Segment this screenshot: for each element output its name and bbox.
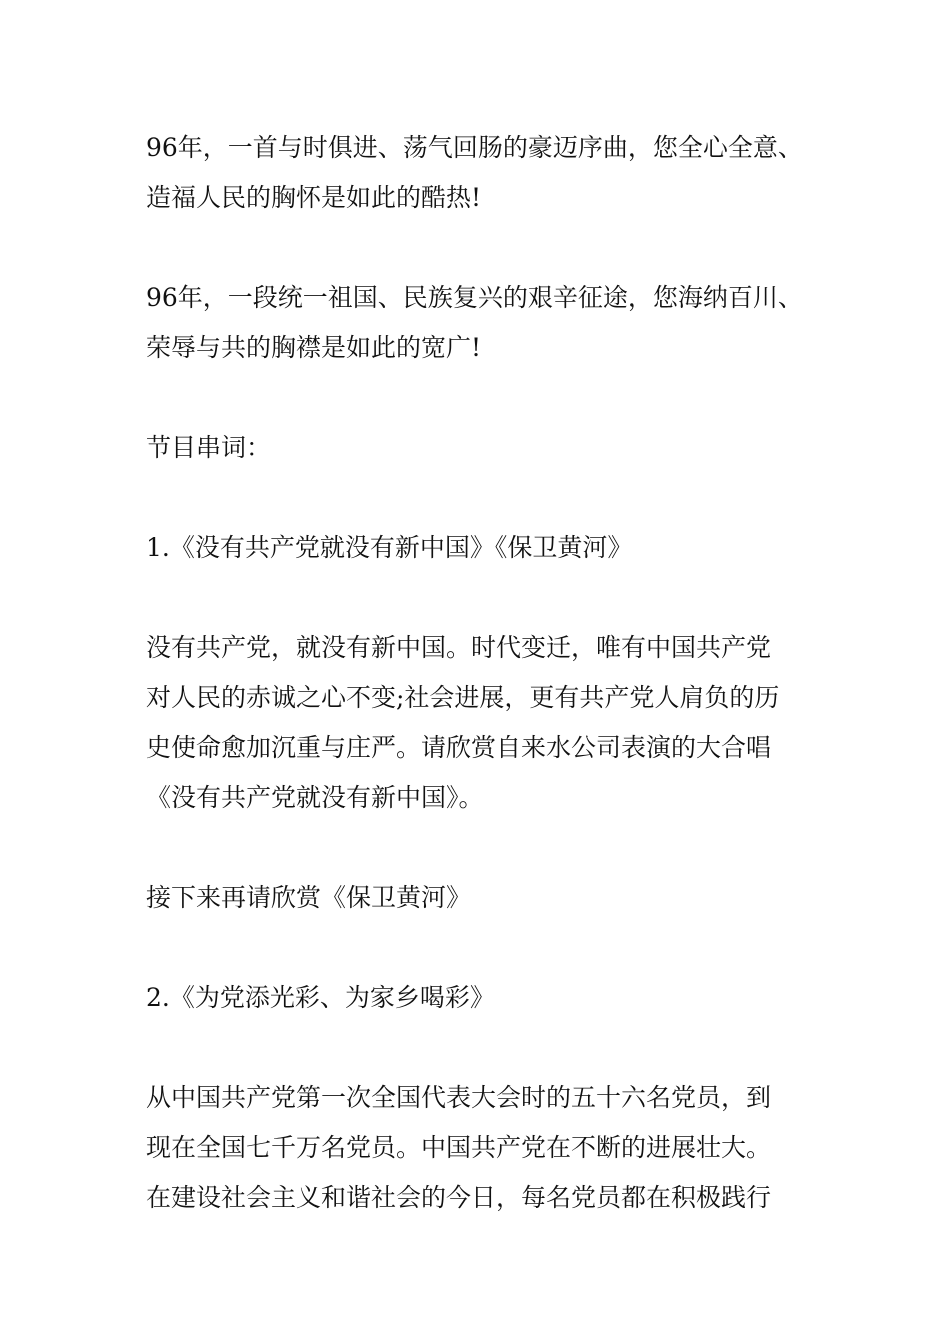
paragraph-1-line-1: 96年，一首与时俱进、荡气回肠的豪迈序曲，您全心全意、: [146, 133, 803, 162]
paragraph-2-line-2: 荣辱与共的胸襟是如此的宽广!: [146, 333, 482, 362]
paragraph-1-line-2: 造福人民的胸怀是如此的酷热!: [146, 183, 482, 212]
paragraph-2-line-1: 96年，一段统一祖国、民族复兴的艰辛征途，您海纳百川、: [146, 283, 803, 312]
paragraph-5-line-3: 在建设社会主义和谐社会的今日，每名党员都在积极践行: [146, 1183, 772, 1212]
paragraph-3-line-3: 史使命愈加沉重与庄严。请欣赏自来水公司表演的大合唱: [146, 733, 772, 762]
paragraph-4-line-1: 接下来再请欣赏《保卫黄河》: [146, 883, 472, 912]
paragraph-3-line-2: 对人民的赤诚之心不变;社会进展，更有共产党人肩负的历: [146, 683, 780, 712]
paragraph-3-line-4: 《没有共产党就没有新中国》。: [146, 783, 484, 812]
item-1-title: 1.《没有共产党就没有新中国》《保卫黄河》: [146, 533, 633, 562]
paragraph-5-line-2: 现在全国七千万名党员。中国共产党在不断的进展壮大。: [146, 1133, 772, 1162]
item-2-title: 2.《为党添光彩、为家乡喝彩》: [146, 983, 495, 1012]
paragraph-5-line-1: 从中国共产党第一次全国代表大会时的五十六名党员，到: [146, 1083, 772, 1112]
section-heading-program-lines: 节目串词：: [146, 433, 272, 462]
paragraph-3-line-1: 没有共产党，就没有新中国。时代变迁，唯有中国共产党: [146, 633, 772, 662]
